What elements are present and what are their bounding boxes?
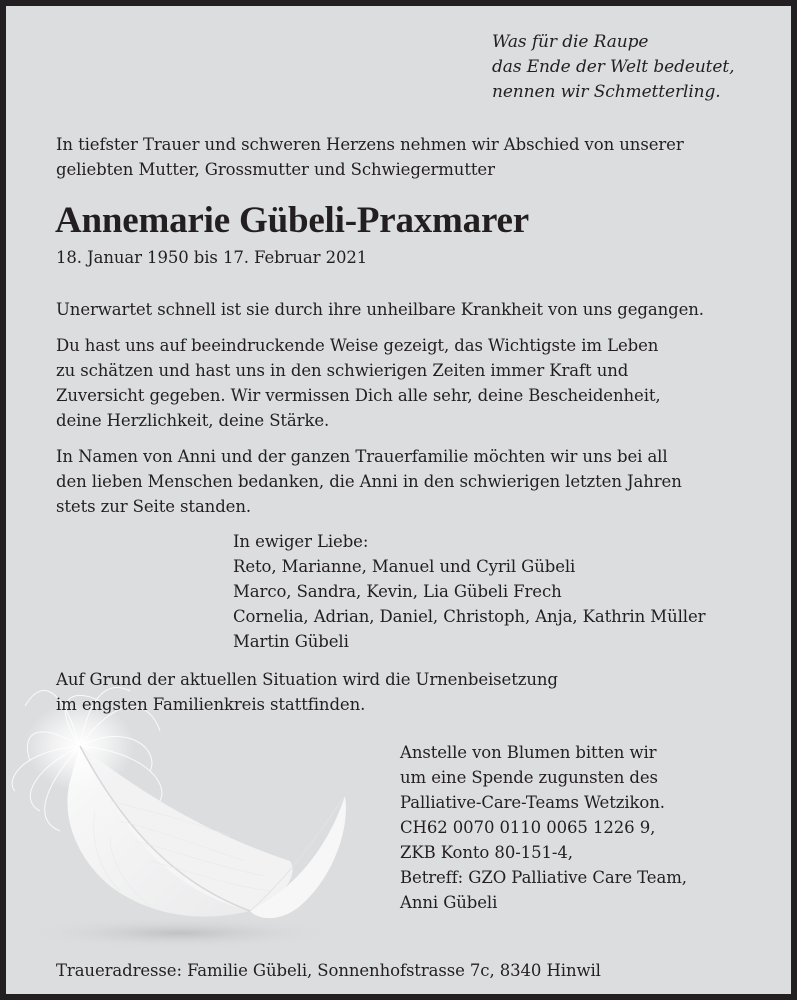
motto-line: nennen wir Schmetterling. — [492, 82, 721, 102]
donation-line: Palliative-Care-Teams Wetzikon. — [400, 793, 665, 812]
paragraph-3 — [56, 444, 682, 519]
funeral-note-line: im engsten Familienkreis stattfinden. — [56, 695, 366, 714]
paragraph-2 — [56, 333, 661, 433]
paragraph-line: deine Herzlichkeit, deine Stärke. — [56, 411, 330, 430]
motto-line: das Ende der Welt bedeutet, — [492, 57, 735, 77]
mourner-line: Reto, Marianne, Manuel und Cyril Gübeli — [233, 557, 576, 576]
mourner-line: Marco, Sandra, Kevin, Lia Gübeli Frech — [233, 582, 562, 601]
funeral-note — [56, 667, 558, 717]
paragraph-line: den lieben Menschen bedanken, die Anni in den schwierigen letzten Jahren — [56, 472, 682, 491]
donation-line: Anstelle von Blumen bitten wir — [400, 743, 657, 762]
donation-request — [400, 740, 687, 915]
intro-line: geliebten Mutter, Grossmutter und Schwiegermutter — [56, 160, 495, 179]
paragraph-line: Zuversicht gegeben. Wir vermissen Dich alle sehr, deine Bescheidenheit, — [56, 386, 661, 405]
mourner-line: Cornelia, Adrian, Daniel, Christoph, Anja, Kathrin Müller — [233, 607, 706, 626]
motto-line: Was für die Raupe — [492, 32, 649, 52]
paragraph-line: In Namen von Anni und der ganzen Trauerfamilie möchten wir uns bei all — [56, 447, 668, 466]
mourner-line: Martin Gübeli — [233, 632, 349, 651]
paragraph-line: zu schätzen und hast uns in den schwierigen Zeiten immer Kraft und — [56, 361, 629, 380]
mourners-heading: In ewiger Liebe: — [233, 532, 369, 551]
mourning-address: Traueradresse: Familie Gübeli, Sonnenhofstrasse 7c, 8340 Hinwil — [56, 961, 601, 980]
intro-line: In tiefster Trauer und schweren Herzens nehmen wir Abschied von unserer — [56, 135, 684, 154]
funeral-note-line: Auf Grund der aktuellen Situation wird die Urnenbeisetzung — [56, 670, 558, 689]
donation-line: um eine Spende zugunsten des — [400, 768, 658, 787]
paragraph-line: Du hast uns auf beeindruckende Weise gezeigt, das Wichtigste im Leben — [56, 336, 659, 355]
paragraph-line: Unerwartet schnell ist sie durch ihre unheilbare Krankheit von uns gegangen. — [56, 300, 704, 319]
motto-quote — [492, 30, 734, 105]
obituary-card — [6, 6, 791, 994]
paragraph-1 — [56, 297, 704, 322]
deceased-name: Annemarie Gübeli-Praxmarer — [55, 200, 529, 241]
donation-line: ZKB Konto 80-151-4, — [400, 843, 573, 862]
paragraph-line: stets zur Seite standen. — [56, 497, 252, 516]
mourners-list — [233, 529, 705, 654]
life-dates: 18. Januar 1950 bis 17. Februar 2021 — [56, 248, 368, 267]
donation-line: Betreff: GZO Palliative Care Team, — [400, 868, 687, 887]
donation-line: CH62 0070 0110 0065 1226 9, — [400, 818, 656, 837]
intro-text — [56, 132, 684, 182]
donation-line: Anni Gübeli — [400, 893, 498, 912]
